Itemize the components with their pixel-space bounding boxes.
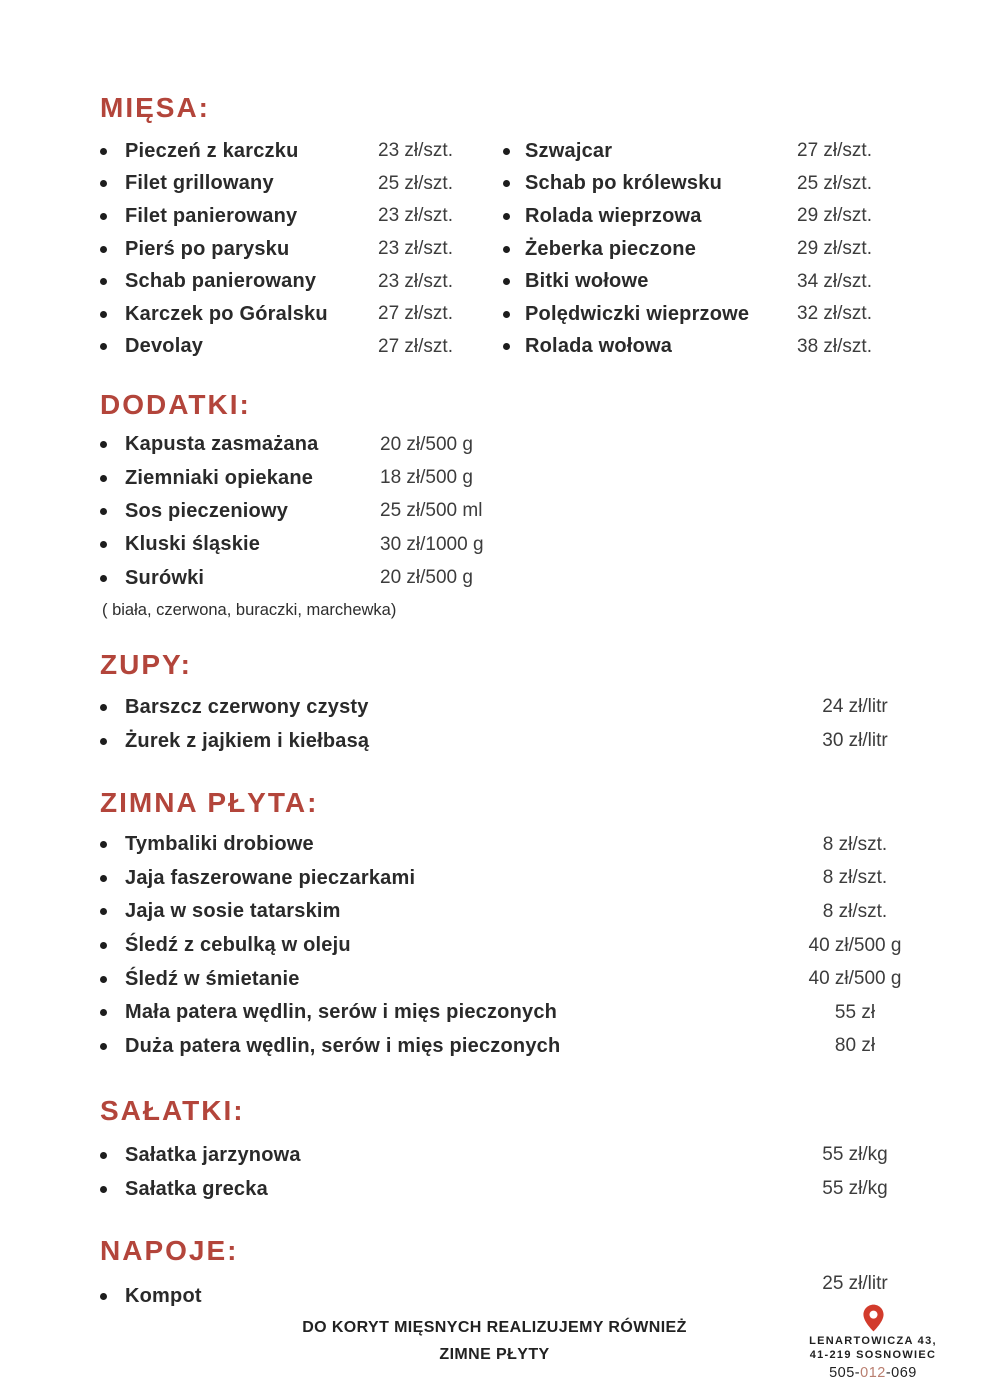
item-price: 25 zł/szt. — [797, 172, 872, 194]
item-price: 55 zł/kg — [822, 1178, 888, 1199]
item-price: 30 zł/litr — [822, 730, 888, 751]
bullet-icon — [100, 148, 125, 155]
footer-address — [798, 1304, 948, 1381]
menu-item-row — [100, 895, 915, 929]
napoje-list — [100, 1272, 915, 1313]
address-line2: 41-219 SOSNOWIEC — [809, 1349, 937, 1361]
menu-item-row — [100, 233, 503, 266]
section-title-zimna-plyta: ZIMNA PŁYTA: — [100, 787, 319, 818]
item-price: 32 zł/szt. — [797, 303, 872, 325]
item-name: Śledź z cebulką w oleju — [125, 934, 351, 957]
phone-suffix: -069 — [885, 1365, 917, 1381]
item-name: Kompot — [125, 1285, 202, 1307]
item-price: 38 zł/szt. — [797, 335, 872, 357]
section-title-dodatki: DODATKI: — [100, 389, 251, 420]
bullet-icon — [100, 508, 125, 515]
dodatki-list — [100, 428, 620, 595]
bullet-icon — [100, 575, 125, 582]
address-line1: LENARTOWICZA 43, — [809, 1335, 937, 1347]
section-title-miesa: MIĘSA: — [100, 92, 210, 123]
menu-item-row — [100, 562, 620, 595]
item-price: 40 zł/500 g — [808, 934, 902, 956]
item-price: 29 zł/szt. — [797, 238, 872, 260]
bullet-icon — [100, 441, 125, 448]
bullet-icon — [100, 976, 125, 983]
item-name: Śledź w śmietanie — [125, 967, 300, 990]
bullet-icon — [503, 148, 525, 155]
item-price: 25 zł/litr — [822, 1272, 888, 1294]
item-price: 27 zł/szt. — [797, 140, 872, 162]
item-price: 8 zł/szt. — [822, 867, 888, 889]
item-name: Schab panierowany — [125, 270, 317, 293]
menu-item-row — [100, 1138, 915, 1172]
bullet-icon — [100, 1152, 125, 1159]
bullet-icon — [100, 1186, 125, 1193]
item-price: 25 zł/500 ml — [380, 500, 483, 522]
bullet-icon — [100, 1043, 125, 1050]
bullet-icon — [100, 343, 125, 350]
phone-prefix: 505- — [829, 1365, 861, 1381]
menu-item-row — [100, 929, 915, 963]
item-price: 27 zł/szt. — [378, 335, 453, 357]
bullet-icon — [503, 343, 525, 350]
zimna-plyta-list — [100, 828, 915, 1063]
menu-item-row — [100, 331, 503, 364]
item-price: 25 zł/szt. — [378, 172, 453, 194]
section-salatki — [100, 1096, 915, 1206]
zupy-list — [100, 690, 915, 758]
bullet-icon — [100, 1293, 125, 1300]
dodatki-note: ( biała, czerwona, buraczki, marchewka) — [102, 600, 397, 619]
item-name: Sałatka jarzynowa — [125, 1143, 301, 1166]
item-name: Karczek po Góralsku — [125, 302, 328, 325]
section-title-zupy: ZUPY: — [100, 649, 192, 680]
item-name: Duża patera wędlin, serów i mięs pieczonych — [125, 1034, 561, 1057]
item-price: 80 zł — [834, 1035, 876, 1057]
menu-item-row — [100, 690, 915, 724]
item-name: Polędwiczki wieprzowe — [525, 302, 750, 325]
salatki-list — [100, 1138, 915, 1206]
section-title-napoje: NAPOJE: — [100, 1235, 239, 1266]
miesa-right-list — [503, 135, 892, 363]
bullet-icon — [100, 475, 125, 482]
menu-item-row — [100, 265, 503, 298]
item-name: Żeberka pieczone — [525, 237, 697, 260]
menu-item-row — [503, 168, 892, 201]
item-price: 20 zł/500 g — [380, 433, 473, 455]
phone-middle: 012 — [860, 1365, 886, 1381]
item-price: 23 zł/szt. — [378, 140, 453, 162]
item-name: Kluski śląskie — [125, 533, 261, 556]
menu-item-row — [100, 135, 503, 168]
bullet-icon — [503, 180, 525, 187]
menu-item-row — [100, 428, 620, 461]
item-name: Barszcz czerwony czysty — [125, 695, 369, 718]
section-miesa — [100, 93, 892, 363]
item-name: Żurek z jajkiem i kiełbasą — [125, 729, 370, 752]
item-name: Surówki — [125, 566, 205, 589]
miesa-columns — [100, 135, 892, 363]
map-pin-icon — [862, 1304, 885, 1332]
menu-item-row — [100, 461, 620, 494]
section-napoje — [100, 1236, 915, 1313]
menu-item-row — [100, 200, 503, 233]
bullet-icon — [100, 213, 125, 220]
item-name: Sałatka grecka — [125, 1177, 268, 1200]
bullet-icon — [503, 278, 525, 285]
item-price: 24 zł/litr — [822, 696, 888, 717]
item-name: Kapusta zasmażana — [125, 433, 319, 456]
item-name: Rolada wieprzowa — [525, 204, 702, 227]
miesa-left-list — [100, 135, 503, 363]
item-price: 8 zł/szt. — [822, 833, 888, 855]
menu-item-row — [503, 233, 892, 266]
section-dodatki — [100, 390, 620, 622]
bullet-icon — [100, 311, 125, 318]
bullet-icon — [503, 311, 525, 318]
menu-item-row — [100, 1172, 915, 1206]
item-price: 23 zł/szt. — [378, 205, 453, 227]
bullet-icon — [100, 180, 125, 187]
item-name: Jaja w sosie tatarskim — [125, 900, 341, 923]
phone-number — [798, 1365, 948, 1381]
item-name: Sos pieczeniowy — [125, 499, 289, 522]
item-price: 55 zł — [834, 1001, 876, 1023]
item-price: 23 zł/szt. — [378, 238, 453, 260]
bullet-icon — [100, 841, 125, 848]
menu-item-row — [503, 200, 892, 233]
item-name: Rolada wołowa — [525, 335, 673, 358]
menu-item-row — [100, 862, 915, 896]
item-price: 27 zł/szt. — [378, 303, 453, 325]
bullet-icon — [100, 942, 125, 949]
item-price: 29 zł/szt. — [797, 205, 872, 227]
section-zimna-plyta — [100, 788, 915, 1063]
item-name: Filet panierowany — [125, 204, 298, 227]
bullet-icon — [100, 908, 125, 915]
menu-item-row — [100, 1030, 915, 1064]
bullet-icon — [503, 246, 525, 253]
section-title-salatki: SAŁATKI: — [100, 1095, 245, 1126]
item-name: Filet grillowany — [125, 172, 274, 195]
item-price: 55 zł/kg — [822, 1144, 888, 1165]
item-name: Mała patera wędlin, serów i mięs pieczonych — [125, 1001, 558, 1024]
menu-item-row — [100, 996, 915, 1030]
menu-item-row — [100, 528, 620, 561]
bullet-icon — [100, 541, 125, 548]
menu-item-row — [100, 1272, 915, 1313]
item-name: Schab po królewsku — [525, 172, 722, 195]
item-name: Pieczeń z karczku — [125, 139, 299, 162]
item-price: 40 zł/500 g — [808, 968, 902, 990]
item-price: 23 zł/szt. — [378, 270, 453, 292]
item-name: Jaja faszerowane pieczarkami — [125, 866, 416, 889]
item-price: 34 zł/szt. — [797, 270, 872, 292]
menu-item-row — [503, 135, 892, 168]
item-name: Ziemniaki opiekane — [125, 466, 314, 489]
menu-item-row — [100, 828, 915, 862]
section-zupy — [100, 650, 915, 758]
bullet-icon — [503, 213, 525, 220]
menu-item-row — [100, 168, 503, 201]
bullet-icon — [100, 875, 125, 882]
menu-item-row — [503, 331, 892, 364]
item-price: 8 zł/szt. — [822, 900, 888, 922]
item-price: 30 zł/1000 g — [380, 533, 484, 555]
menu-item-row — [100, 298, 503, 331]
bullet-icon — [100, 278, 125, 285]
item-name: Devolay — [125, 335, 204, 358]
menu-item-row — [503, 298, 892, 331]
item-name: Bitki wołowe — [525, 270, 649, 293]
footer-note-line2: ZIMNE PŁYTY — [439, 1346, 550, 1363]
item-name: Tymbaliki drobiowe — [125, 833, 314, 856]
item-price: 20 zł/500 g — [380, 567, 473, 589]
item-name: Szwajcar — [525, 139, 613, 162]
menu-item-row — [100, 495, 620, 528]
item-name: Pierś po parysku — [125, 237, 290, 260]
menu-item-row — [503, 265, 892, 298]
footer-note-line1: DO KORYT MIĘSNYCH REALIZUJEMY RÓWNIEŻ — [302, 1319, 687, 1336]
bullet-icon — [100, 738, 125, 745]
bullet-icon — [100, 704, 125, 711]
menu-item-row — [100, 962, 915, 996]
menu-item-row — [100, 724, 915, 758]
item-price: 18 zł/500 g — [380, 467, 473, 489]
bullet-icon — [100, 1009, 125, 1016]
bullet-icon — [100, 246, 125, 253]
